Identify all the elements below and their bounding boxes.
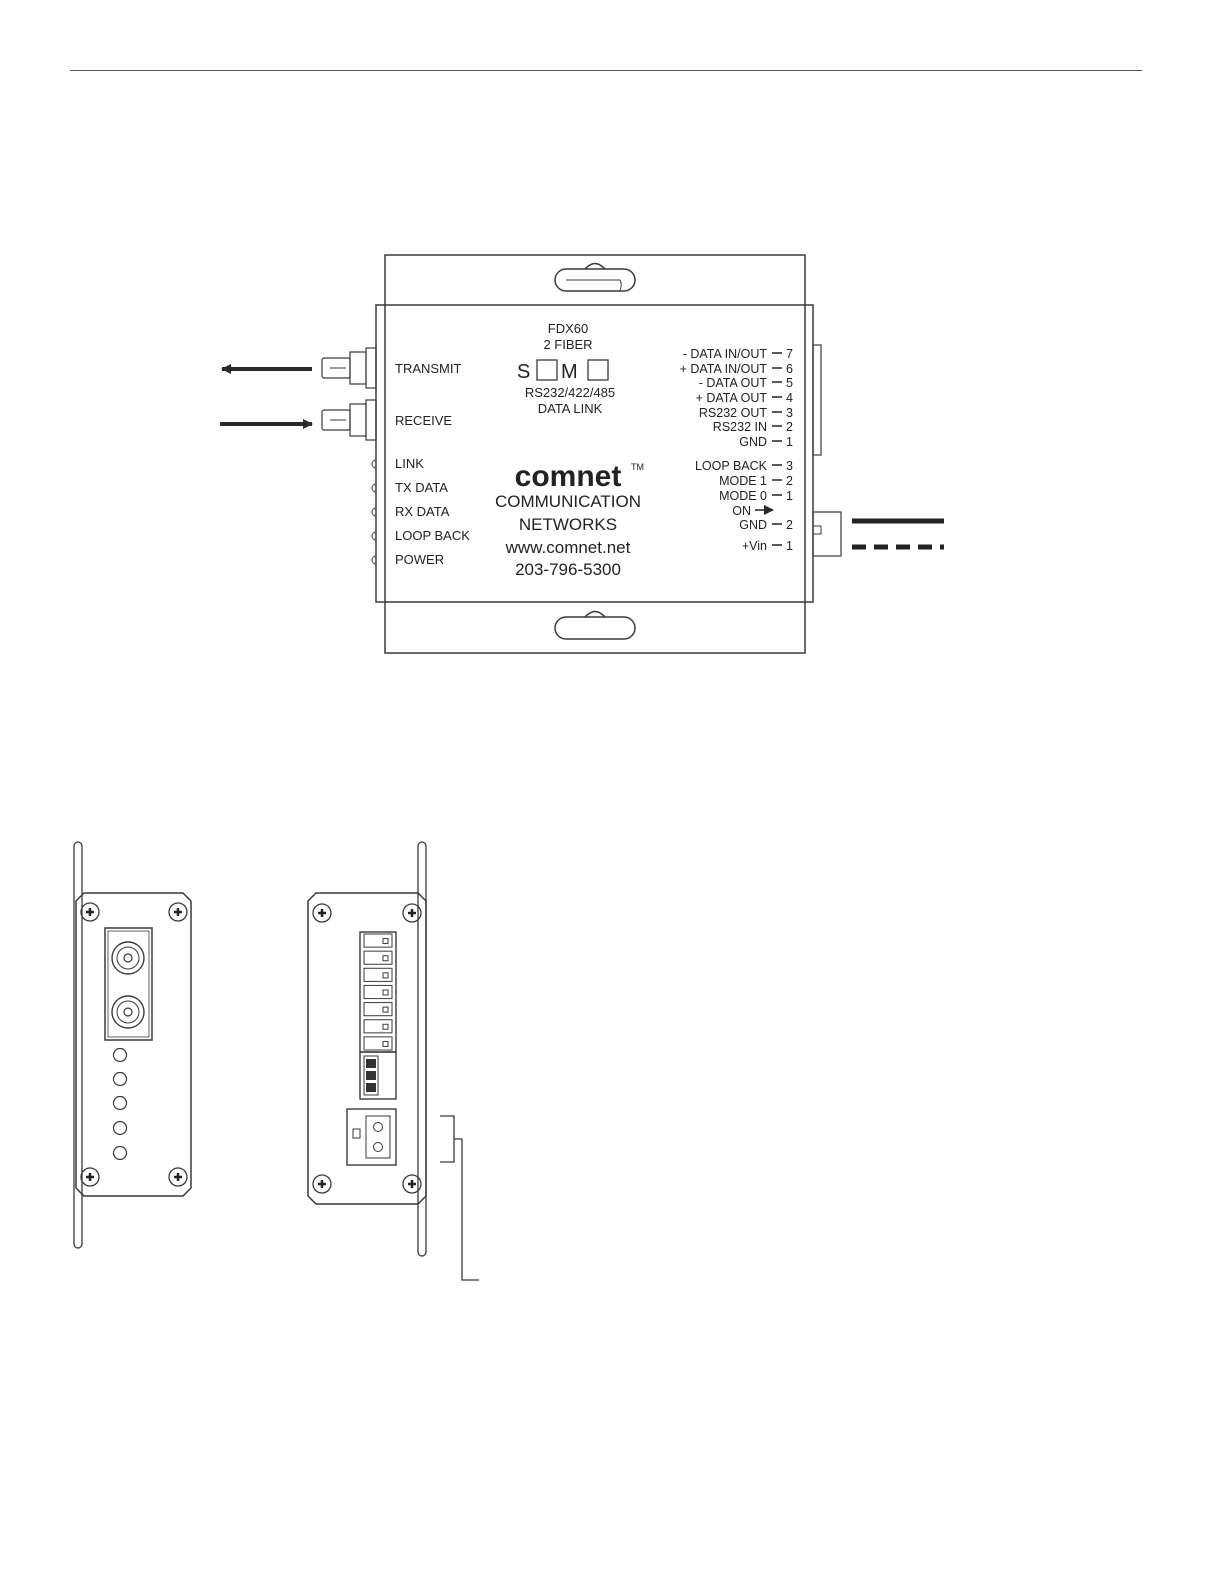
terminal-screw — [383, 1007, 388, 1012]
mount-slot-bottom — [555, 617, 635, 639]
led-label-tx-data: TX DATA — [395, 480, 448, 495]
callout-leader — [454, 1139, 479, 1280]
led-icon — [114, 1147, 127, 1160]
data-terminal-block — [680, 347, 793, 449]
end-plate — [308, 893, 426, 1204]
power-label: +Vin — [741, 539, 767, 553]
led-label-loop-back: LOOP BACK — [395, 528, 470, 543]
mount-flange — [418, 842, 426, 1256]
dip-pin: 1 — [786, 489, 793, 503]
terminal-screw — [383, 1041, 388, 1046]
terminal-pin: 4 — [786, 391, 793, 405]
led-label-rx-data: RX DATA — [395, 504, 450, 519]
brand-tm: TM — [631, 462, 644, 472]
screw-icon — [81, 1168, 99, 1186]
terminal-screw — [383, 939, 388, 944]
terminal-label: RS232 OUT — [698, 406, 767, 420]
terminal-screw — [383, 956, 388, 961]
power-terminal-connector — [347, 1109, 396, 1165]
brand-web: www.comnet.net — [505, 538, 631, 557]
mounting-plate — [385, 255, 805, 653]
terminal-label: + DATA OUT — [695, 391, 767, 405]
brand-line2: NETWORKS — [518, 515, 618, 534]
screw-icon — [169, 1168, 187, 1186]
brand-phone: 203-796-5300 — [515, 560, 621, 579]
mode-m-checkbox — [588, 360, 608, 380]
dip-switch-block — [695, 459, 793, 518]
terminal-label: - DATA IN/OUT — [682, 347, 767, 361]
power-bracket — [440, 1116, 454, 1162]
brand-logo: comnet — [514, 460, 622, 493]
dip-label: MODE 1 — [719, 474, 767, 488]
receive-label: RECEIVE — [395, 413, 453, 428]
fiber-port-icon — [112, 942, 144, 974]
terminal-screw — [383, 1024, 388, 1029]
terminal-label: GND — [739, 435, 767, 449]
mode-s-checkbox — [537, 360, 557, 380]
fiber-label: 2 FIBER — [543, 337, 593, 352]
led-icon — [114, 1049, 127, 1062]
dip-switch — [360, 1052, 396, 1099]
screw-icon — [81, 903, 99, 921]
led-label-power: POWER — [395, 552, 445, 567]
led-label-link: LINK — [395, 456, 424, 471]
mode-s-label: S — [517, 361, 531, 383]
terminal-screw — [383, 973, 388, 978]
terminal-pin: 7 — [786, 347, 793, 361]
dip-pin: 3 — [786, 459, 793, 473]
terminal-pin: 6 — [786, 362, 793, 376]
terminal-pin: 1 — [786, 435, 793, 449]
interfaces-label: RS232/422/485 — [524, 385, 616, 400]
led-icon — [114, 1073, 127, 1086]
model-label: FDX60 — [547, 321, 589, 336]
top-view — [220, 255, 944, 653]
terminal-pin: 5 — [786, 376, 793, 390]
power-pin: 2 — [786, 518, 793, 532]
brand-line1: COMMUNICATION — [494, 492, 642, 511]
terminal-pin: 3 — [786, 406, 793, 420]
screw-icon — [313, 904, 331, 922]
terminal-screw — [383, 990, 388, 995]
dip-label: LOOP BACK — [694, 459, 767, 473]
terminal-tab — [813, 345, 821, 455]
receive-connector — [322, 400, 376, 440]
terminal-label: RS232 IN — [712, 420, 767, 434]
fiber-port-icon — [112, 996, 144, 1028]
data-terminal-strip — [360, 932, 396, 1052]
screw-icon — [313, 1175, 331, 1193]
screw-icon — [169, 903, 187, 921]
front-end-view — [74, 842, 191, 1248]
transmit-label: TRANSMIT — [395, 361, 462, 376]
transmit-connector — [322, 348, 376, 388]
dip-label: MODE 0 — [719, 489, 767, 503]
power-terminal-block — [739, 518, 793, 553]
dip-on-label: ON — [732, 504, 751, 518]
end-plate — [76, 893, 191, 1196]
led-icon — [114, 1097, 127, 1110]
mount-flange — [74, 842, 82, 1248]
mode-m-label: M — [561, 361, 578, 383]
power-label: GND — [739, 518, 767, 532]
dip-pin: 2 — [786, 474, 793, 488]
terminal-label: + DATA IN/OUT — [679, 362, 767, 376]
datalink-label: DATA LINK — [537, 401, 603, 416]
power-pin: 1 — [786, 539, 793, 553]
terminal-pin: 2 — [786, 420, 793, 434]
terminal-label: - DATA OUT — [698, 376, 767, 390]
led-icon — [114, 1122, 127, 1135]
rear-end-view — [308, 842, 479, 1280]
